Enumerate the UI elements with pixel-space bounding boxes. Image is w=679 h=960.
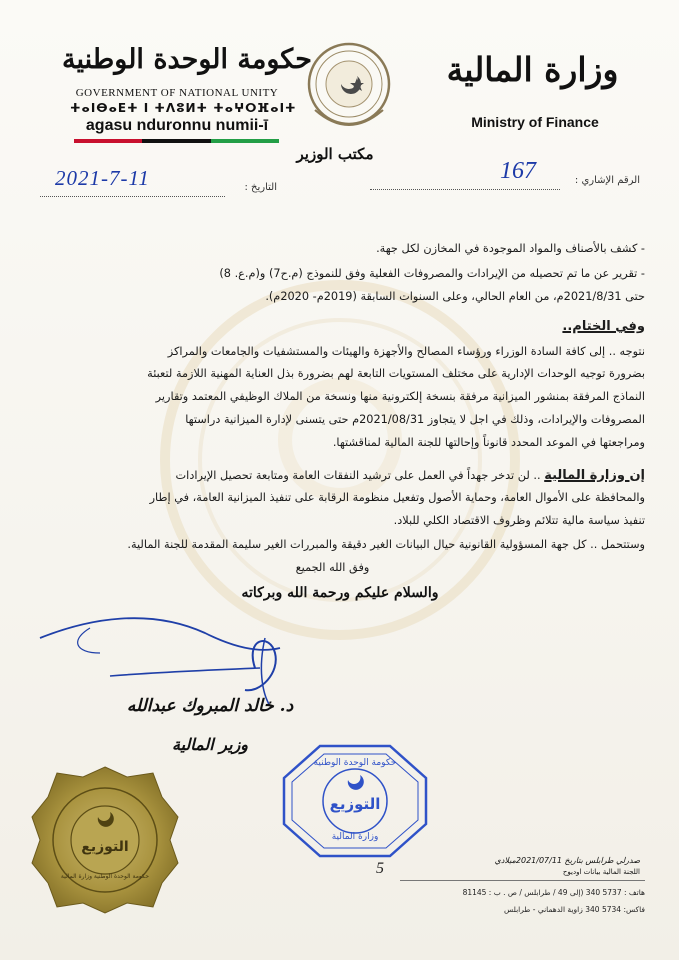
government-name-amazigh: agasu nduronnu numii-ī — [85, 117, 269, 134]
flag-black — [142, 139, 210, 143]
flag-stripe — [74, 139, 279, 143]
page-number: 5 — [376, 860, 384, 877]
issued-stamp-line: صدرلي طرابلس بتاريخ 2021/07/11ميلادي — [494, 856, 640, 865]
bullet-report-continued: حتى 2021/8/31م، من العام الحالي، وعلى السنوات السابقة (2019م- 2020م). — [265, 290, 645, 303]
reference-number: 167 — [500, 158, 536, 184]
blue-stamp-top-text: حكومة الوحدة الوطنية — [313, 758, 397, 768]
footer-rule — [400, 880, 645, 881]
date-label: التاريخ : — [244, 182, 277, 193]
gold-seal-ring-text: حكومة الوحدة الوطنية وزارة المالية — [60, 873, 150, 880]
paragraph-1-line-5: ومراجعتها في الموعد المحدد قانوناً وإحالتها للجنة المالية لمناقشتها. — [332, 436, 645, 449]
government-name-arabic: حكومة الوحدة الوطنية — [62, 44, 312, 75]
blue-distribution-stamp — [280, 742, 430, 860]
ministry-name-arabic: وزارة المالية — [446, 50, 619, 89]
paragraph-1-line-3: النماذج المرفقة بمنشور الميزانية مرفقة بنسخة إلكترونية منها ونسخة من الملاك الوظيفي المعتمد وتقارير — [155, 390, 645, 403]
minister-office-label: مكتب الوزير — [296, 145, 374, 163]
paragraph-2-line-3: تنفيذ سياسة مالية تتلائم وظروف الاقتصاد الكلي للبلاد. — [393, 514, 645, 527]
footer-phone: هاتف : 5737 340 (إلى 49 / طرابلس / ص . ب : 81145 — [462, 888, 645, 897]
ministry-name-english: Ministry of Finance — [471, 114, 599, 130]
minister-title: وزير المالية — [171, 735, 249, 754]
issued-stamp-line-2: اللجنة المالية بيانات اوديوح — [562, 868, 640, 876]
flag-red — [74, 139, 142, 143]
state-emblem-icon — [305, 38, 393, 146]
footer-fax: فاكس: 5734 340 زاوية الدهماني - طرابلس — [504, 905, 645, 914]
blue-stamp-center-text: التوزيع — [329, 795, 381, 813]
paragraph-1-line-4: المصروفات والإيرادات، وذلك في اجل لا يتجاوز 2021/08/31م حتى يتسنى لإدارة الميزانية دراستها — [185, 413, 645, 426]
minister-name: د. خالد المبروك عبدالله — [126, 696, 294, 716]
paragraph-3: وستتحمل .. كل جهة المسؤولية القانونية حيال البيانات الغير دقيقة والمبررات الغير سليمة المقدمة للجنة المالية. — [127, 538, 645, 551]
god-bless-line: وفق الله الجميع — [295, 561, 370, 574]
closing-greeting: والسلام عليكم ورحمة الله وبركاته — [241, 585, 439, 601]
paragraph-2-line-2: والمحافظة على الأموال العامة، وحماية الأصول وتفعيل منظومة الرقابة على تنفيذ الميزانية العامة، في إطار — [149, 491, 645, 504]
blue-stamp-bottom-text: وزارة المالية — [331, 832, 379, 842]
gold-seal — [30, 765, 180, 915]
government-name-tifinagh: ⵜⴰⵏⴱⴰⴹⵜ ⵏ ⵜⴷⵓⵍⵜ ⵜⴰⵖⵔⴼⴰⵏⵜ — [70, 101, 297, 115]
heading-ministry-of-finance: إن وزارة المالية — [544, 468, 645, 483]
government-name-english: GOVERNMENT OF NATIONAL UNITY — [75, 87, 279, 99]
paragraph-2-line-1 — [40, 464, 645, 483]
paragraph-2-intro: .. لن تدخر جهداً في العمل على ترشيد النفقات العامة ومتابعة تحصيل الإيرادات — [175, 469, 545, 482]
reference-label: الرقم الإشاري : — [574, 175, 640, 186]
flag-green — [211, 139, 279, 143]
date-value: 2021-7-11 — [55, 166, 150, 190]
bullet-inventory: - كشف بالأصناف والمواد الموجودة في المخازن لكل جهة. — [376, 242, 645, 255]
paragraph-1-line-1: نتوجه .. إلى كافة السادة الوزراء ورؤساء المصالح والأجهزة والهيئات والمستشفيات والجامعات والمراكز — [167, 345, 645, 358]
gold-seal-center-text: التوزيع — [81, 839, 129, 855]
paragraph-1-line-2: بضرورة توجيه الوحدات الإدارية على مختلف المستويات التابعة لهم بضرورة بذل العناية المهنية اللازمة لتعبئة — [147, 367, 645, 380]
bullet-report: - تقرير عن ما تم تحصيله من الإيرادات والمصروفات الفعلية وفق للنموذج (م.ح7) و(م.ع. 8) — [219, 267, 645, 280]
heading-in-closing: وفي الختام.. — [562, 319, 645, 334]
